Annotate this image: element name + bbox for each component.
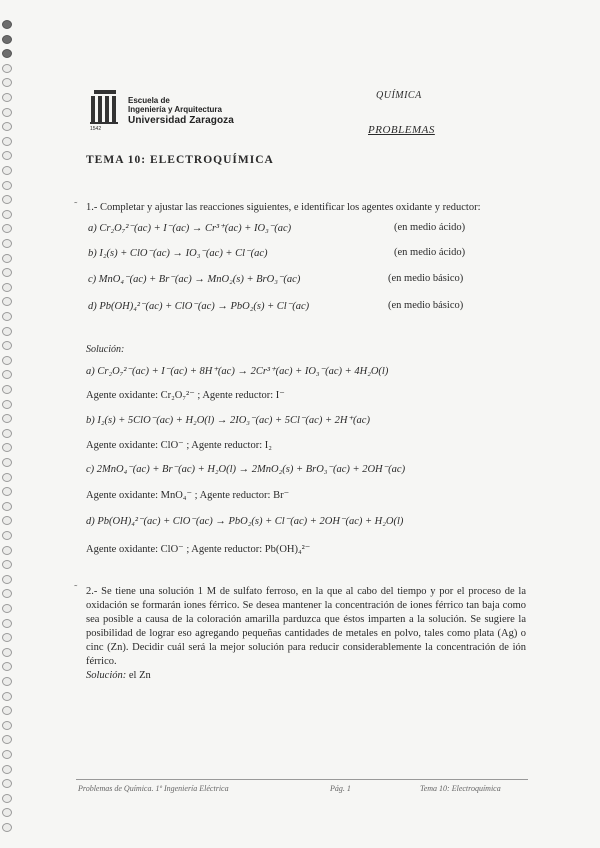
problem-1-item-d [88, 300, 309, 312]
binding-hole [2, 400, 12, 409]
logo-text [128, 96, 234, 127]
binding-hole [2, 735, 12, 744]
binding-hole [2, 239, 12, 248]
binding-hole [2, 692, 12, 701]
binding-hole [2, 268, 12, 277]
binding-hole [2, 20, 12, 29]
binding-hole [2, 341, 12, 350]
logo-year: 1542 [90, 126, 102, 132]
solution-d-equation: d) Pb(OH)₄²⁻(ac) + ClO⁻(ac) → PbO₂(s) + Cl⁻(ac) + 2OH⁻(ac) + H₂O(l) [86, 516, 404, 527]
section-label: PROBLEMAS [368, 124, 435, 136]
binding-hole [2, 297, 12, 306]
binding-hole [2, 254, 12, 263]
problem-1-item-a-medium: (en medio ácido) [394, 222, 466, 233]
problem-2-solution [86, 670, 151, 681]
solution-d-agents: Agente oxidante: ClO⁻ ; Agente reductor: Pb(OH)₄²⁻ [86, 544, 311, 555]
binding-hole [2, 108, 12, 117]
binding-hole [2, 619, 12, 628]
binding-hole [2, 429, 12, 438]
problem-1-item-b-medium: (en medio ácido) [394, 247, 466, 258]
footer-left: Problemas de Química. 1º Ingeniería Eléctrica [78, 784, 229, 793]
binding-hole [2, 327, 12, 336]
binding-hole [2, 589, 12, 598]
footer-divider [76, 779, 528, 780]
logo-line1: Escuela de [128, 96, 170, 105]
binding-hole [2, 122, 12, 131]
item-label: b) [88, 248, 97, 259]
item-equation: I₂(s) + ClO⁻(ac) → IO₃⁻(ac) + Cl⁻(ac) [99, 248, 268, 259]
binding-hole [2, 151, 12, 160]
binding-hole [2, 765, 12, 774]
university-logo [88, 88, 238, 138]
problem-1-item-c [88, 273, 300, 285]
solution-b-agents: Agente oxidante: ClO⁻ ; Agente reductor: I₂ [86, 440, 272, 451]
subject-label: QUÍMICA [376, 90, 422, 101]
binding-hole [2, 370, 12, 379]
binding-hole [2, 224, 12, 233]
solution-a-equation: a) Cr₂O₇²⁻(ac) + I⁻(ac) + 8H⁺(ac) → 2Cr³⁺(ac) + IO₃⁻(ac) + 4H₂O(l) [86, 366, 389, 377]
solution-b-equation: b) I₂(s) + 5ClO⁻(ac) + H₂O(l) → 2IO₃⁻(ac) + 5Cl⁻(ac) + 2H⁺(ac) [86, 415, 370, 426]
binding-hole [2, 502, 12, 511]
logo-line2: Ingeniería y Arquitectura [128, 105, 222, 114]
binding-holes [2, 20, 16, 840]
binding-hole [2, 93, 12, 102]
solution-c-equation: c) 2MnO₄⁻(ac) + Br⁻(ac) + H₂O(l) → 2MnO₂(s) + BrO₃⁻(ac) + 2OH⁻(ac) [86, 464, 406, 475]
binding-hole [2, 662, 12, 671]
binding-hole [2, 677, 12, 686]
item-equation: Pb(OH)₄²⁻(ac) + ClO⁻(ac) → PbO₂(s) + Cl⁻(ac) [99, 301, 310, 312]
binding-hole [2, 35, 12, 44]
binding-hole [2, 750, 12, 759]
binding-hole [2, 516, 12, 525]
solution-value: el Zn [128, 670, 151, 681]
item-equation: Cr₂O₇²⁻(ac) + I⁻(ac) → Cr³⁺(ac) + IO₃⁻(ac) [99, 223, 292, 234]
binding-hole [2, 473, 12, 482]
item-label: c) [88, 274, 97, 285]
binding-hole [2, 78, 12, 87]
footer-page-number: Pág. 1 [330, 784, 351, 793]
binding-hole [2, 531, 12, 540]
item-equation: MnO₄⁻(ac) + Br⁻(ac) → MnO₂(s) + BrO₃⁻(ac) [98, 274, 301, 285]
binding-hole [2, 356, 12, 365]
problem-1-item-c-medium: (en medio básico) [388, 273, 464, 284]
binding-hole [2, 312, 12, 321]
binding-hole [2, 779, 12, 788]
binding-hole [2, 808, 12, 817]
binding-hole [2, 385, 12, 394]
problem-1-statement: 1.- Completar y ajustar las reacciones siguientes, e identificar los agentes oxidante y reductor: [86, 202, 481, 213]
binding-hole [2, 604, 12, 613]
solution-label: Solución: [86, 344, 125, 355]
page-title: TEMA 10: ELECTROQUÍMICA [86, 154, 274, 166]
binding-hole [2, 166, 12, 175]
binding-hole [2, 195, 12, 204]
logo-line3: Universidad Zaragoza [128, 115, 234, 126]
binding-hole [2, 283, 12, 292]
binding-hole [2, 633, 12, 642]
solution-a-agents: Agente oxidante: Cr₂O₇²⁻ ; Agente reductor: I⁻ [86, 390, 285, 401]
binding-hole [2, 823, 12, 832]
check-mark-icon: ˜ [74, 584, 78, 595]
binding-hole [2, 137, 12, 146]
binding-hole [2, 546, 12, 555]
binding-hole [2, 49, 12, 58]
binding-hole [2, 443, 12, 452]
item-label: d) [88, 301, 97, 312]
problem-1-item-a [88, 222, 291, 234]
check-mark-icon: ˜ [74, 201, 78, 212]
binding-hole [2, 210, 12, 219]
solution-c-agents: Agente oxidante: MnO₄⁻ ; Agente reductor: Br⁻ [86, 490, 290, 501]
binding-hole [2, 181, 12, 190]
footer-right: Tema 10: Electroquímica [420, 784, 501, 793]
binding-hole [2, 648, 12, 657]
problem-2-statement: 2.- Se tiene una solución 1 M de sulfato ferroso, en la que al cabo del tiempo y por el proceso de la oxidación se formarán iones férrico. Se desea mantener la concentración de iones férrico tan baja como sea posible a causa de la coloración amarilla parduzca que éstos imparten a la solución. Se sugiere la posibilidad de lograr eso agregando pequeñas cantidades de metales en polvo, tales como plata (Ag) o cinc (Zn). Decidir cuál será la mejor solución para reducir considerablemente la concentración de ión férrico. [86, 586, 526, 667]
problem-1-item-d-medium: (en medio básico) [388, 300, 464, 311]
binding-hole [2, 575, 12, 584]
solution-label: Solución: [86, 670, 127, 681]
binding-hole [2, 487, 12, 496]
binding-hole [2, 706, 12, 715]
item-label: a) [88, 223, 97, 234]
problem-1-item-b [88, 247, 268, 259]
binding-hole [2, 64, 12, 73]
binding-hole [2, 458, 12, 467]
binding-hole [2, 794, 12, 803]
binding-hole [2, 414, 12, 423]
binding-hole [2, 721, 12, 730]
binding-hole [2, 560, 12, 569]
